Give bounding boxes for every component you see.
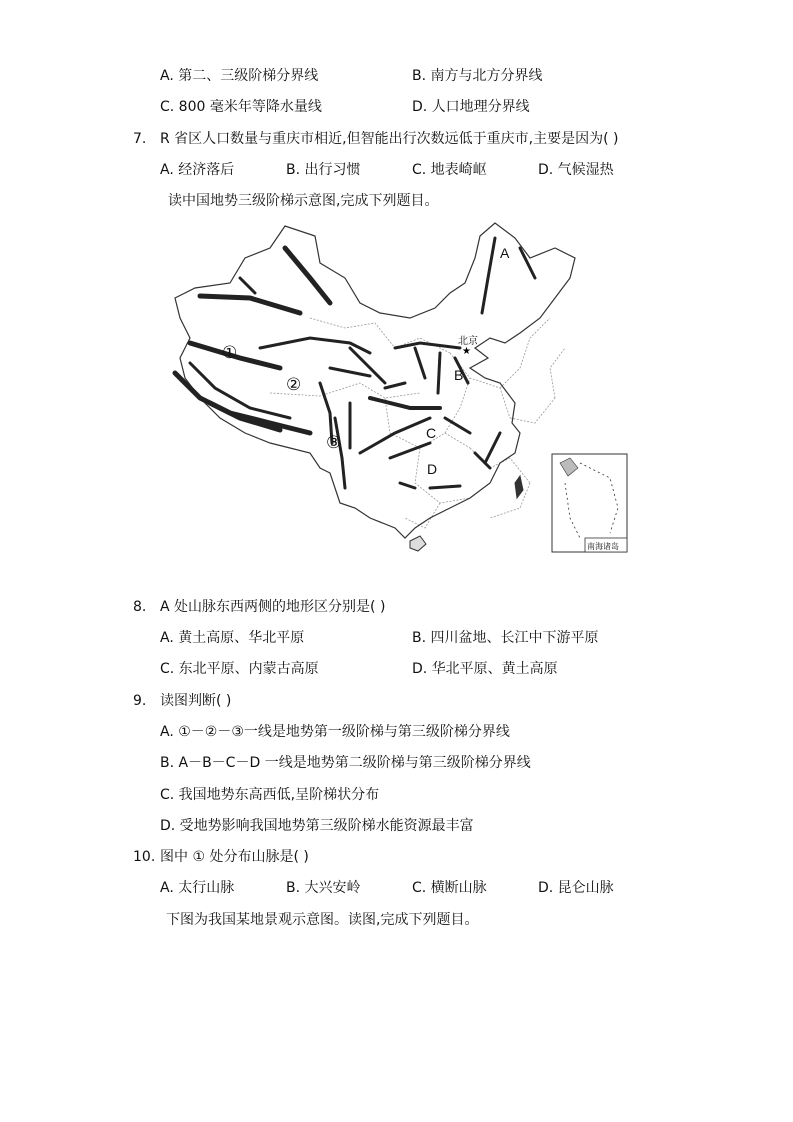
q6-option-a: A. 第二、三级阶梯分界线 <box>160 68 319 84</box>
map-label-one: ① <box>222 343 238 362</box>
q6-option-d: D. 人口地理分界线 <box>412 99 530 115</box>
q6-option-c: C. 800 毫米年等降水量线 <box>160 99 322 115</box>
q8-option-b: B. 四川盆地、长江中下游平原 <box>412 630 599 646</box>
map-label-two: ② <box>286 375 302 394</box>
map-label-b: B <box>454 367 464 383</box>
q9-option-c: C. 我国地势东高西低,呈阶梯状分布 <box>160 787 380 803</box>
taiwan-island <box>515 476 523 498</box>
map-label-a: A <box>500 245 510 261</box>
q9-option-b: B. A－B－C－D 一线是地势第二级阶梯与第三级阶梯分界线 <box>160 755 531 771</box>
q9-stem: 读图判断( ) <box>160 693 232 709</box>
q8-option-d: D. 华北平原、黄土高原 <box>412 661 558 677</box>
mountain-ranges <box>175 238 535 488</box>
q10-number: 10. <box>133 849 156 865</box>
q8-option-a: A. 黄土高原、华北平原 <box>160 630 305 646</box>
q10-option-a: A. 太行山脉 <box>160 880 235 896</box>
q9-option-a: A. ①－②－③一线是地势第一级阶梯与第三级阶梯分界线 <box>160 724 510 740</box>
q8-option-c: C. 东北平原、内蒙古高原 <box>160 661 319 677</box>
q8-number: 8. <box>133 599 147 615</box>
q10-option-c: C. 横断山脉 <box>412 880 487 896</box>
hainan-island <box>410 536 426 551</box>
q7-option-b: B. 出行习惯 <box>286 162 361 178</box>
map-label-beijing: 北京 <box>458 336 478 347</box>
map-intro: 读中国地势三级阶梯示意图,完成下列题目。 <box>168 193 439 209</box>
q9-number: 9. <box>133 693 147 709</box>
q6-option-b: B. 南方与北方分界线 <box>412 68 543 84</box>
beijing-star-icon: ★ <box>462 346 471 357</box>
map-label-d: D <box>427 461 438 477</box>
map-label-three: ③ <box>326 433 342 452</box>
q7-stem: R 省区人口数量与重庆市相近,但智能出行次数远低于重庆市,主要是因为( ) <box>160 131 619 147</box>
landscape-intro: 下图为我国某地景观示意图。读图,完成下列题目。 <box>166 912 479 928</box>
q7-option-c: C. 地表崎岖 <box>412 162 487 178</box>
china-terrain-map <box>170 218 640 558</box>
q9-option-d: D. 受地势影响我国地势第三级阶梯水能资源最丰富 <box>160 818 474 834</box>
q8-stem: A 处山脉东西两侧的地形区分别是( ) <box>160 599 386 615</box>
q7-option-a: A. 经济落后 <box>160 162 235 178</box>
q10-option-b: B. 大兴安岭 <box>286 880 361 896</box>
q10-option-d: D. 昆仑山脉 <box>538 880 614 896</box>
q7-number: 7. <box>133 131 147 147</box>
south-sea-inset <box>552 454 627 552</box>
china-outline <box>175 223 575 538</box>
map-label-c: C <box>426 425 437 441</box>
q10-stem: 图中 ① 处分布山脉是( ) <box>160 849 309 865</box>
q7-option-d: D. 气候湿热 <box>538 162 614 178</box>
south-sea-label: 南海诸岛 <box>587 542 619 551</box>
